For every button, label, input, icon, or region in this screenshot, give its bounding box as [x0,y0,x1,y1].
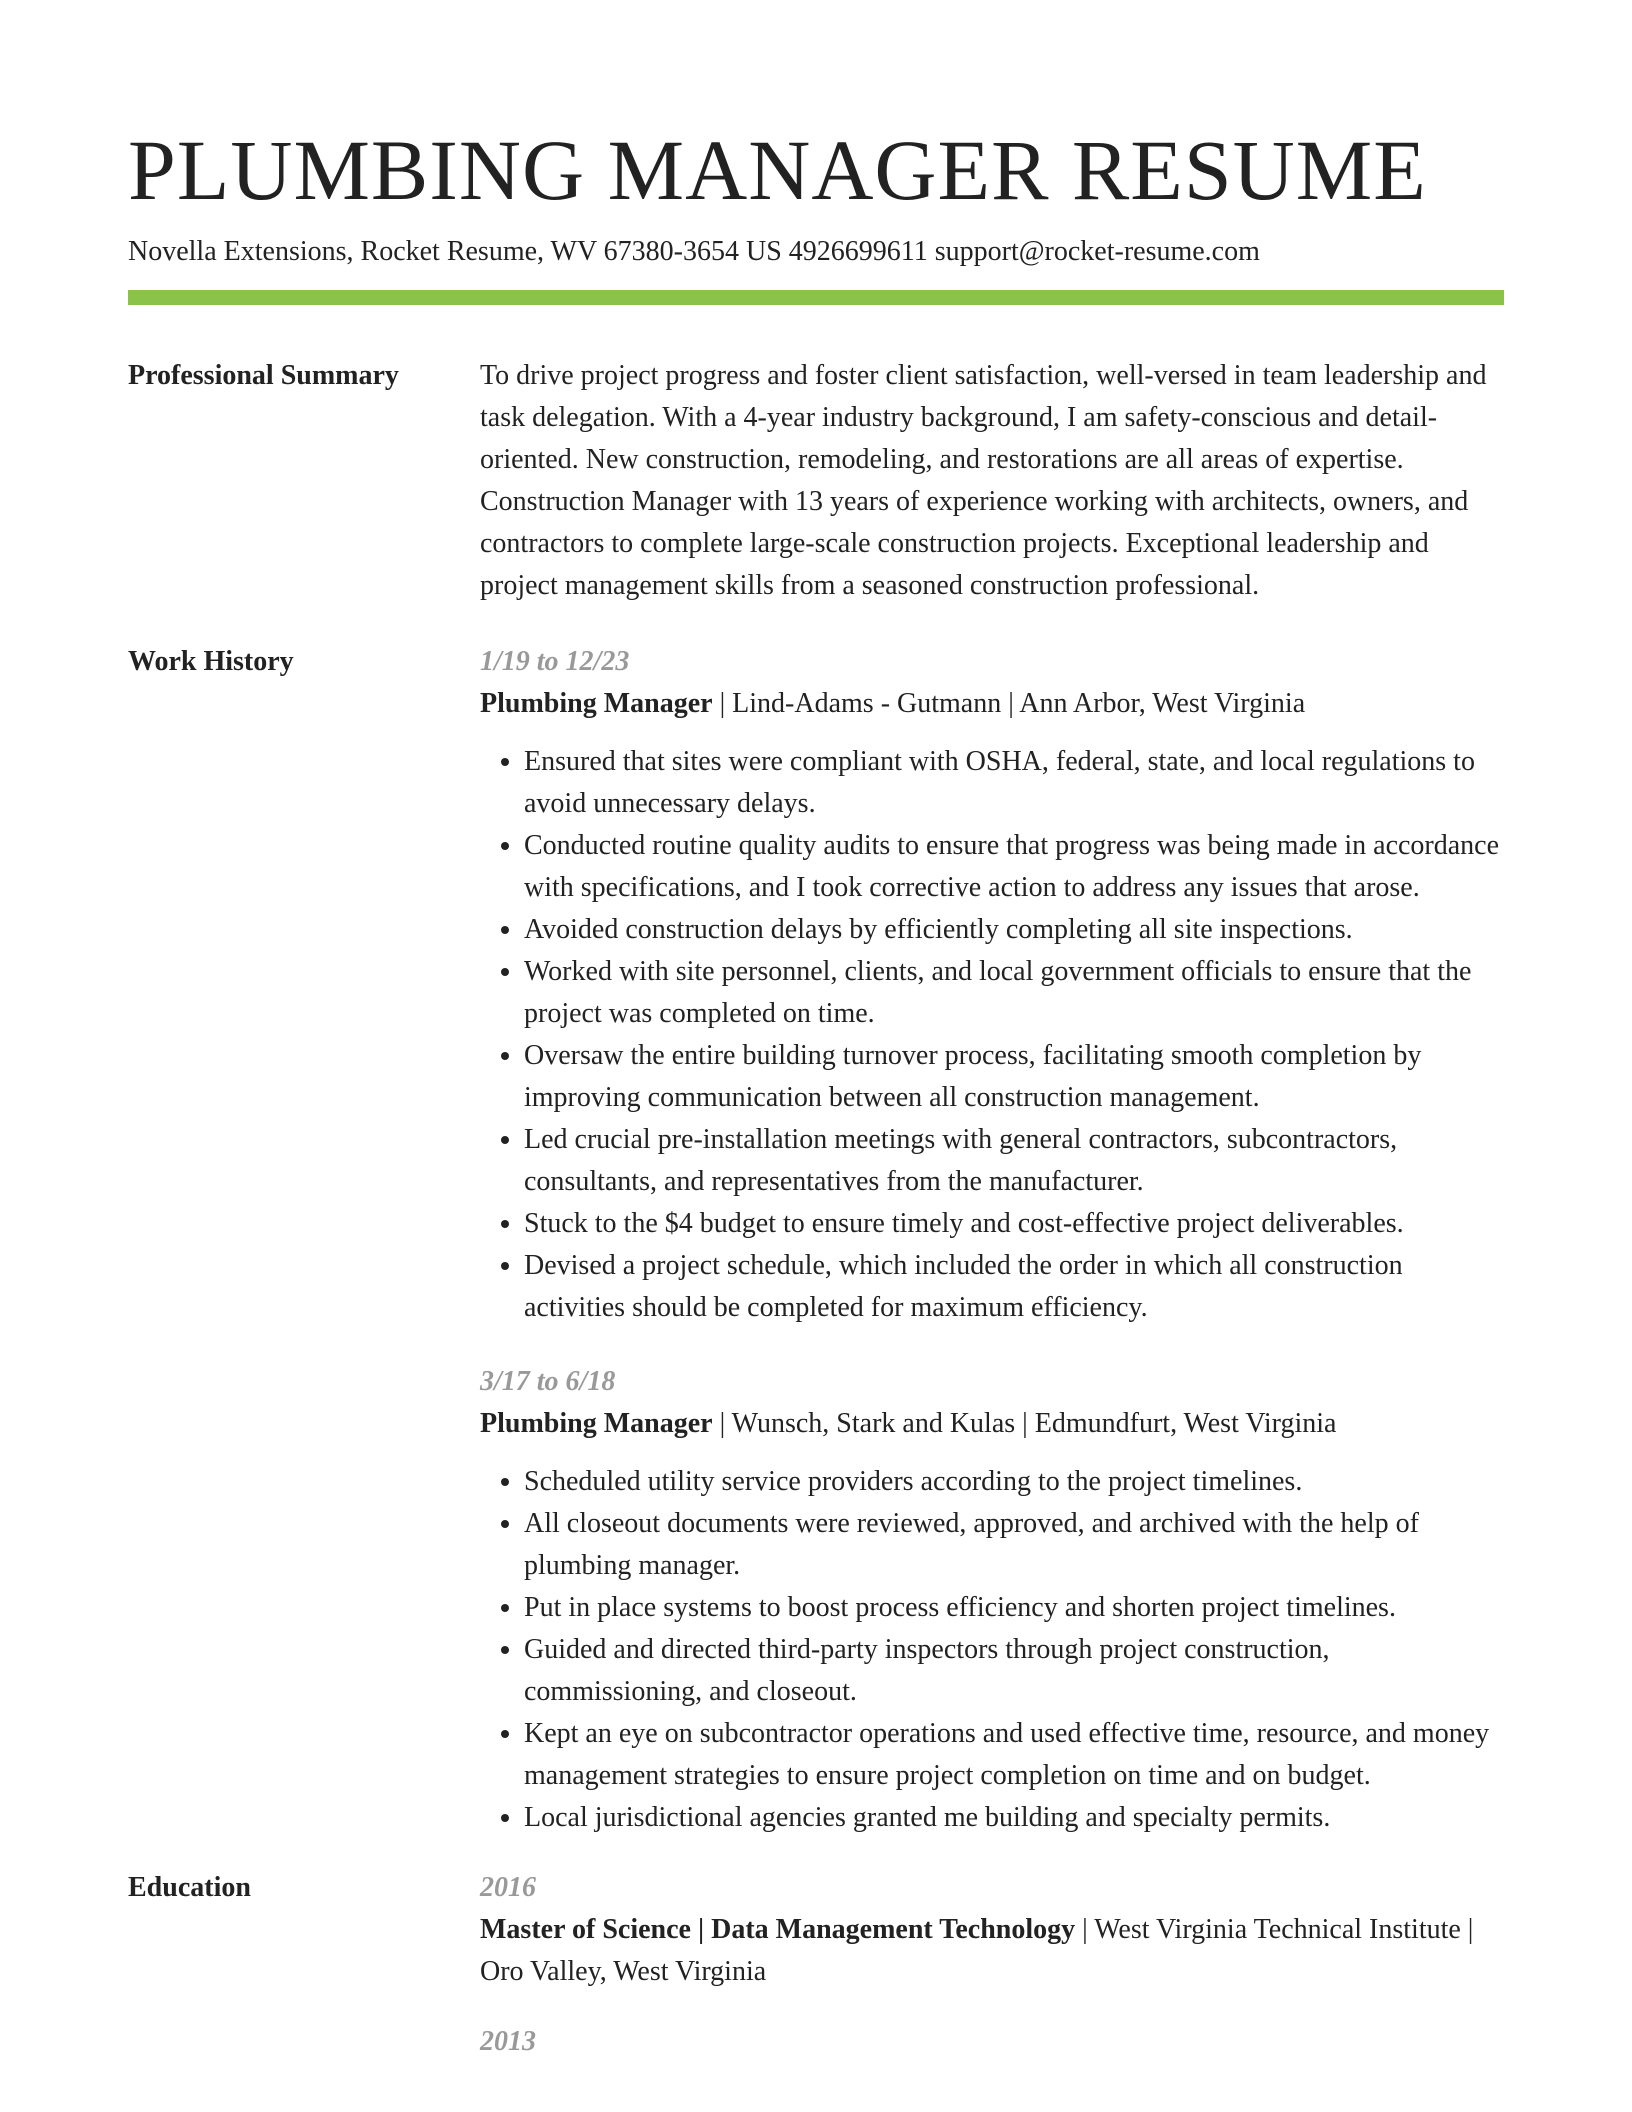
education-label: Education [128,1872,251,1903]
education-body [480,1867,1504,2063]
summary-section [128,355,1504,607]
job-bullets [480,741,1504,1329]
education-details: | West Virginia Technical Institute | Oro Valley, West Virginia [480,1914,1474,1987]
job-bullet: • Stuck to the $4 budget to ensure timely and cost-effective project deliverables. [524,1203,1504,1245]
work-history-body [480,641,1504,1839]
job-bullet: • Avoided construction delays by efficiently completing all site inspections. [524,909,1504,951]
job-bullet: • Oversaw the entire building turnover process, facilitating smooth completion by improving communication between all construction management. [524,1035,1504,1119]
resume-page [128,120,1504,2063]
job-heading [480,683,1504,725]
work-history-label: Work History [128,646,294,677]
job-bullet: • Kept an eye on subcontractor operations and used effective time, resource, and money management strategies to ensure project completion on time and on budget. [524,1713,1504,1797]
education-year: 2016 [480,1872,536,1903]
education-entry [480,1867,1504,1993]
header-divider [128,290,1504,305]
education-degree: Master of Science | Data Management Technology [480,1914,1076,1945]
education-heading [480,1909,1504,1993]
summary-label: Professional Summary [128,360,399,391]
job-dates: 3/17 to 6/18 [480,1366,616,1397]
job-dates: 1/19 to 12/23 [480,646,630,677]
job-bullet: • Ensured that sites were compliant with OSHA, federal, state, and local regulations to avoid unnecessary delays. [524,741,1504,825]
job-title: Plumbing Manager [480,688,713,719]
job-bullet: • Devised a project schedule, which included the order in which all construction activities should be completed for maximum efficiency. [524,1245,1504,1329]
job-bullet: • Led crucial pre-installation meetings with general contractors, subcontractors, consultants, and representatives from the manufacturer. [524,1119,1504,1203]
job-bullet: • Put in place systems to boost process efficiency and shorten project timelines. [524,1587,1504,1629]
education-year: 2013 [480,2026,536,2057]
contact-line: Novella Extensions, Rocket Resume, WV 67380-3654 US 4926699611 support@rocket-resume.com [128,236,1260,267]
job-bullet: • Conducted routine quality audits to ensure that progress was being made in accordance with specifications, and I took corrective action to address any issues that arose. [524,825,1504,909]
summary-text: To drive project progress and foster client satisfaction, well-versed in team leadership and task delegation. With a 4-year industry background, I am safety-conscious and detail-oriented. New construction, remodeling, and restorations are all areas of expertise. Construction Manager with 13 years of experience working with architects, owners, and contractors to complete large-scale construction projects. Exceptional leadership and project management skills from a seasoned construction professional. [480,360,1487,601]
job-bullet: • All closeout documents were reviewed, approved, and archived with the help of plumbing manager. [524,1503,1504,1587]
resume-title: PLUMBING MANAGER RESUME [128,122,1427,218]
education-section [128,1867,1504,2063]
job-title: Plumbing Manager [480,1408,713,1439]
work-history-section [128,641,1504,1839]
job-heading [480,1403,1504,1445]
job-details: | Wunsch, Stark and Kulas | Edmundfurt, West Virginia [712,1408,1337,1439]
job-bullet: • Local jurisdictional agencies granted me building and specialty permits. [524,1797,1504,1839]
job-bullet: • Scheduled utility service providers according to the project timelines. [524,1461,1504,1503]
job-bullet: • Guided and directed third-party inspectors through project construction, commissioning, and closeout. [524,1629,1504,1713]
job-details: | Lind-Adams - Gutmann | Ann Arbor, West Virginia [712,688,1306,719]
job-entry [480,1361,1504,1839]
job-bullet: • Worked with site personnel, clients, and local government officials to ensure that the project was completed on time. [524,951,1504,1035]
job-bullets [480,1461,1504,1839]
job-entry [480,641,1504,1329]
education-entry [480,2021,1504,2063]
